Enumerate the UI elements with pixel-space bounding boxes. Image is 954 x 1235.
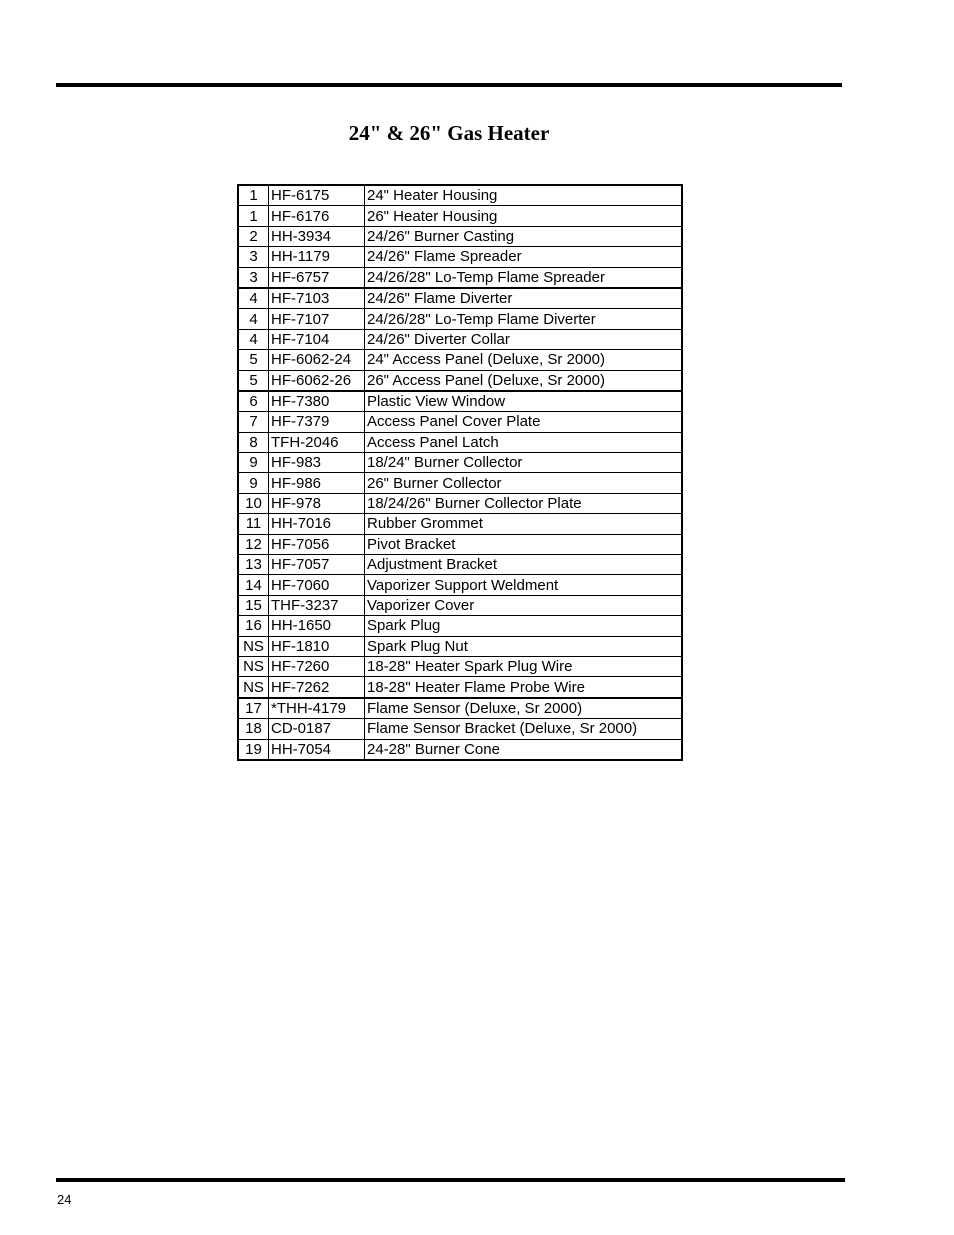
item-number-cell: 5 — [238, 350, 269, 370]
table-row — [238, 370, 682, 391]
item-number-cell: 9 — [238, 473, 269, 493]
table-row — [238, 247, 682, 267]
description-cell: 18-28" Heater Spark Plug Wire — [365, 656, 683, 676]
table-row — [238, 514, 682, 534]
part-number-cell: HF-6176 — [269, 206, 365, 226]
part-number-cell: TFH-2046 — [269, 432, 365, 452]
description-cell: 18/24" Burner Collector — [365, 453, 683, 473]
part-number-cell: *THH-4179 — [269, 698, 365, 719]
item-number-cell: 10 — [238, 493, 269, 513]
description-cell: 24/26/28" Lo-Temp Flame Diverter — [365, 309, 683, 329]
description-cell: 24" Heater Housing — [365, 185, 683, 206]
part-number-cell: HF-6175 — [269, 185, 365, 206]
part-number-cell: CD-0187 — [269, 719, 365, 739]
table-row — [238, 575, 682, 595]
item-number-cell: 2 — [238, 226, 269, 246]
item-number-cell: NS — [238, 636, 269, 656]
item-number-cell: 4 — [238, 288, 269, 309]
item-number-cell: NS — [238, 656, 269, 676]
item-number-cell: NS — [238, 677, 269, 698]
description-cell: Vaporizer Cover — [365, 595, 683, 615]
description-cell: Pivot Bracket — [365, 534, 683, 554]
table-row — [238, 473, 682, 493]
item-number-cell: 6 — [238, 391, 269, 412]
part-number-cell: HH-1179 — [269, 247, 365, 267]
part-number-cell: HF-986 — [269, 473, 365, 493]
item-number-cell: 18 — [238, 719, 269, 739]
table-row — [238, 677, 682, 698]
part-number-cell: HF-7380 — [269, 391, 365, 412]
description-cell: 26" Burner Collector — [365, 473, 683, 493]
item-number-cell: 7 — [238, 412, 269, 432]
table-row — [238, 555, 682, 575]
item-number-cell: 13 — [238, 555, 269, 575]
part-number-cell: HF-6757 — [269, 267, 365, 288]
item-number-cell: 19 — [238, 739, 269, 760]
item-number-cell: 5 — [238, 370, 269, 391]
part-number-cell: HF-7260 — [269, 656, 365, 676]
table-row — [238, 288, 682, 309]
part-number-cell: HH-3934 — [269, 226, 365, 246]
top-rule — [56, 83, 842, 87]
page-number: 24 — [57, 1192, 72, 1207]
item-number-cell: 17 — [238, 698, 269, 719]
part-number-cell: HF-7056 — [269, 534, 365, 554]
table-row — [238, 391, 682, 412]
description-cell: Flame Sensor Bracket (Deluxe, Sr 2000) — [365, 719, 683, 739]
part-number-cell: HF-7107 — [269, 309, 365, 329]
table-row — [238, 698, 682, 719]
item-number-cell: 1 — [238, 206, 269, 226]
part-number-cell: HF-7262 — [269, 677, 365, 698]
parts-table — [237, 184, 683, 761]
description-cell: 18-28" Heater Flame Probe Wire — [365, 677, 683, 698]
item-number-cell: 8 — [238, 432, 269, 452]
table-row — [238, 656, 682, 676]
part-number-cell: HF-983 — [269, 453, 365, 473]
description-cell: 24/26" Flame Spreader — [365, 247, 683, 267]
table-row — [238, 309, 682, 329]
table-row — [238, 350, 682, 370]
table-row — [238, 453, 682, 473]
page-title: 24" & 26" Gas Heater — [348, 121, 550, 145]
part-number-cell: HF-1810 — [269, 636, 365, 656]
table-row — [238, 719, 682, 739]
table-row — [238, 739, 682, 760]
description-cell: Vaporizer Support Weldment — [365, 575, 683, 595]
item-number-cell: 4 — [238, 329, 269, 349]
part-number-cell: HH-7054 — [269, 739, 365, 760]
part-number-cell: HF-7060 — [269, 575, 365, 595]
table-row — [238, 329, 682, 349]
table-row — [238, 226, 682, 246]
part-number-cell: HF-7057 — [269, 555, 365, 575]
item-number-cell: 12 — [238, 534, 269, 554]
description-cell: 24/26" Flame Diverter — [365, 288, 683, 309]
part-number-cell: HF-7379 — [269, 412, 365, 432]
table-row — [238, 432, 682, 452]
description-cell: Spark Plug — [365, 616, 683, 636]
description-cell: Flame Sensor (Deluxe, Sr 2000) — [365, 698, 683, 719]
description-cell: Spark Plug Nut — [365, 636, 683, 656]
part-number-cell: HF-7103 — [269, 288, 365, 309]
table-row — [238, 534, 682, 554]
description-cell: Rubber Grommet — [365, 514, 683, 534]
item-number-cell: 4 — [238, 309, 269, 329]
description-cell: Access Panel Latch — [365, 432, 683, 452]
description-cell: 24/26" Diverter Collar — [365, 329, 683, 349]
table-row — [238, 636, 682, 656]
item-number-cell: 9 — [238, 453, 269, 473]
description-cell: 24" Access Panel (Deluxe, Sr 2000) — [365, 350, 683, 370]
part-number-cell: HF-7104 — [269, 329, 365, 349]
description-cell: 24-28" Burner Cone — [365, 739, 683, 760]
item-number-cell: 14 — [238, 575, 269, 595]
description-cell: 26" Heater Housing — [365, 206, 683, 226]
description-cell: Access Panel Cover Plate — [365, 412, 683, 432]
table-row — [238, 206, 682, 226]
parts-table-body — [238, 185, 682, 760]
part-number-cell: THF-3237 — [269, 595, 365, 615]
item-number-cell: 1 — [238, 185, 269, 206]
table-row — [238, 616, 682, 636]
part-number-cell: HF-6062-24 — [269, 350, 365, 370]
description-cell: 24/26" Burner Casting — [365, 226, 683, 246]
table-row — [238, 185, 682, 206]
part-number-cell: HF-6062-26 — [269, 370, 365, 391]
table-row — [238, 412, 682, 432]
item-number-cell: 11 — [238, 514, 269, 534]
description-cell: Plastic View Window — [365, 391, 683, 412]
item-number-cell: 15 — [238, 595, 269, 615]
part-number-cell: HH-7016 — [269, 514, 365, 534]
item-number-cell: 16 — [238, 616, 269, 636]
item-number-cell: 3 — [238, 247, 269, 267]
description-cell: 24/26/28" Lo-Temp Flame Spreader — [365, 267, 683, 288]
part-number-cell: HH-1650 — [269, 616, 365, 636]
description-cell: 26" Access Panel (Deluxe, Sr 2000) — [365, 370, 683, 391]
bottom-rule — [56, 1178, 845, 1182]
part-number-cell: HF-978 — [269, 493, 365, 513]
table-row — [238, 493, 682, 513]
item-number-cell: 3 — [238, 267, 269, 288]
description-cell: Adjustment Bracket — [365, 555, 683, 575]
description-cell: 18/24/26" Burner Collector Plate — [365, 493, 683, 513]
table-row — [238, 267, 682, 288]
table-row — [238, 595, 682, 615]
